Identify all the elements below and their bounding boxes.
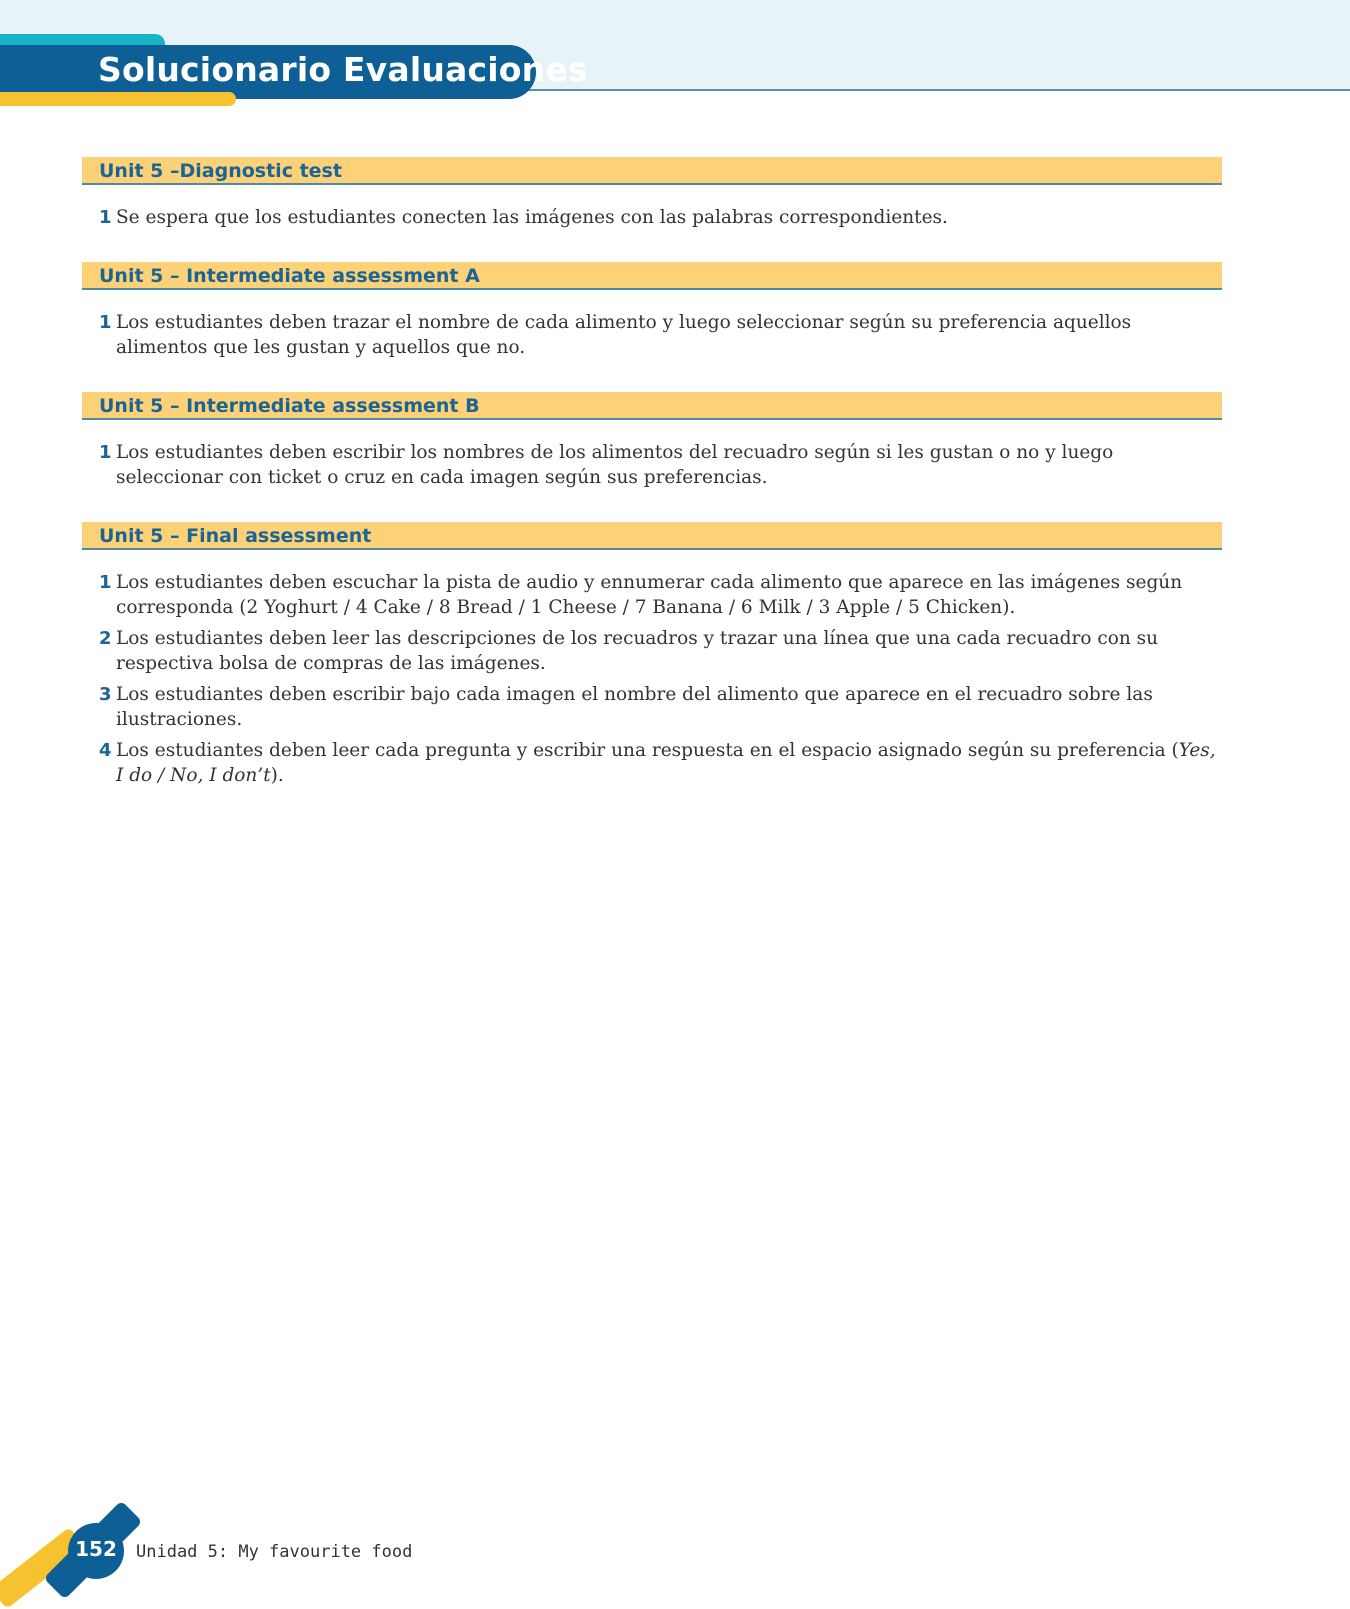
answer-item: [82, 440, 1222, 490]
answer-text: Los estudiantes deben trazar el nombre de cada alimento y luego seleccionar según su preferencia aquellos alimentos que les gustan y aquellos que no.: [116, 312, 1138, 358]
answer-item: [82, 205, 1222, 230]
header-rule: [520, 89, 1350, 91]
answer-item: [82, 570, 1222, 620]
section-title: Unit 5 – Intermediate assessment A: [82, 262, 1222, 290]
answer-number: 3: [99, 684, 112, 705]
section-diagnostic-test: [82, 157, 1222, 230]
answer-item: [82, 310, 1222, 360]
answer-number: 1: [99, 312, 112, 333]
footer-unit-title: Unidad 5: My favourite food: [136, 1542, 413, 1562]
answer-list: [82, 420, 1222, 490]
page-title: Solucionario Evaluaciones: [98, 50, 588, 89]
answer-item: [82, 682, 1222, 732]
section-title: Unit 5 – Intermediate assessment B: [82, 392, 1222, 420]
banner-accent-yellow: [0, 92, 236, 106]
answer-number: 4: [99, 740, 112, 761]
section-intermediate-assessment-a: [82, 262, 1222, 360]
answer-key-content: [82, 157, 1222, 820]
answer-item: [82, 626, 1222, 676]
answer-item: [82, 738, 1222, 788]
section-title: Unit 5 –Diagnostic test: [82, 157, 1222, 185]
answer-number: 1: [99, 442, 112, 463]
answer-text: Los estudiantes deben leer cada pregunta y escribir una respuesta en el espacio asignado según su preferencia (Yes, I do / No, I don’t).: [116, 740, 1216, 786]
answer-text: Los estudiantes deben escribir los nombres de los alimentos del recuadro según si les gustan o no y luego seleccionar con ticket o cruz en cada imagen según sus preferencias.: [116, 442, 1120, 488]
answer-list: [82, 290, 1222, 360]
answer-example-italic: Yes, I do / No, I don’t: [116, 740, 1216, 786]
answer-text: Los estudiantes deben leer las descripciones de los recuadros y trazar una línea que una cada recuadro con su respectiva bolsa de compras de las imágenes.: [116, 628, 1164, 674]
page-number: 152: [75, 1537, 117, 1561]
section-final-assessment: [82, 522, 1222, 788]
answer-list: [82, 185, 1222, 230]
answer-number: 1: [99, 207, 112, 228]
section-title: Unit 5 – Final assessment: [82, 522, 1222, 550]
answer-list: [82, 550, 1222, 788]
answer-number: 1: [99, 572, 112, 593]
answer-text: Se espera que los estudiantes conecten las imágenes con las palabras correspondientes.: [116, 207, 948, 228]
answer-number: 2: [99, 628, 112, 649]
section-intermediate-assessment-b: [82, 392, 1222, 490]
answer-text: Los estudiantes deben escuchar la pista de audio y ennumerar cada alimento que aparece en las imágenes según corresponda (2 Yoghurt / 4 Cake / 8 Bread / 1 Cheese / 7 Banana / 6 Milk / 3 Apple / 5 Chicken).: [116, 572, 1189, 618]
answer-text: Los estudiantes deben escribir bajo cada imagen el nombre del alimento que aparece en el recuadro sobre las ilustraciones.: [116, 684, 1159, 730]
